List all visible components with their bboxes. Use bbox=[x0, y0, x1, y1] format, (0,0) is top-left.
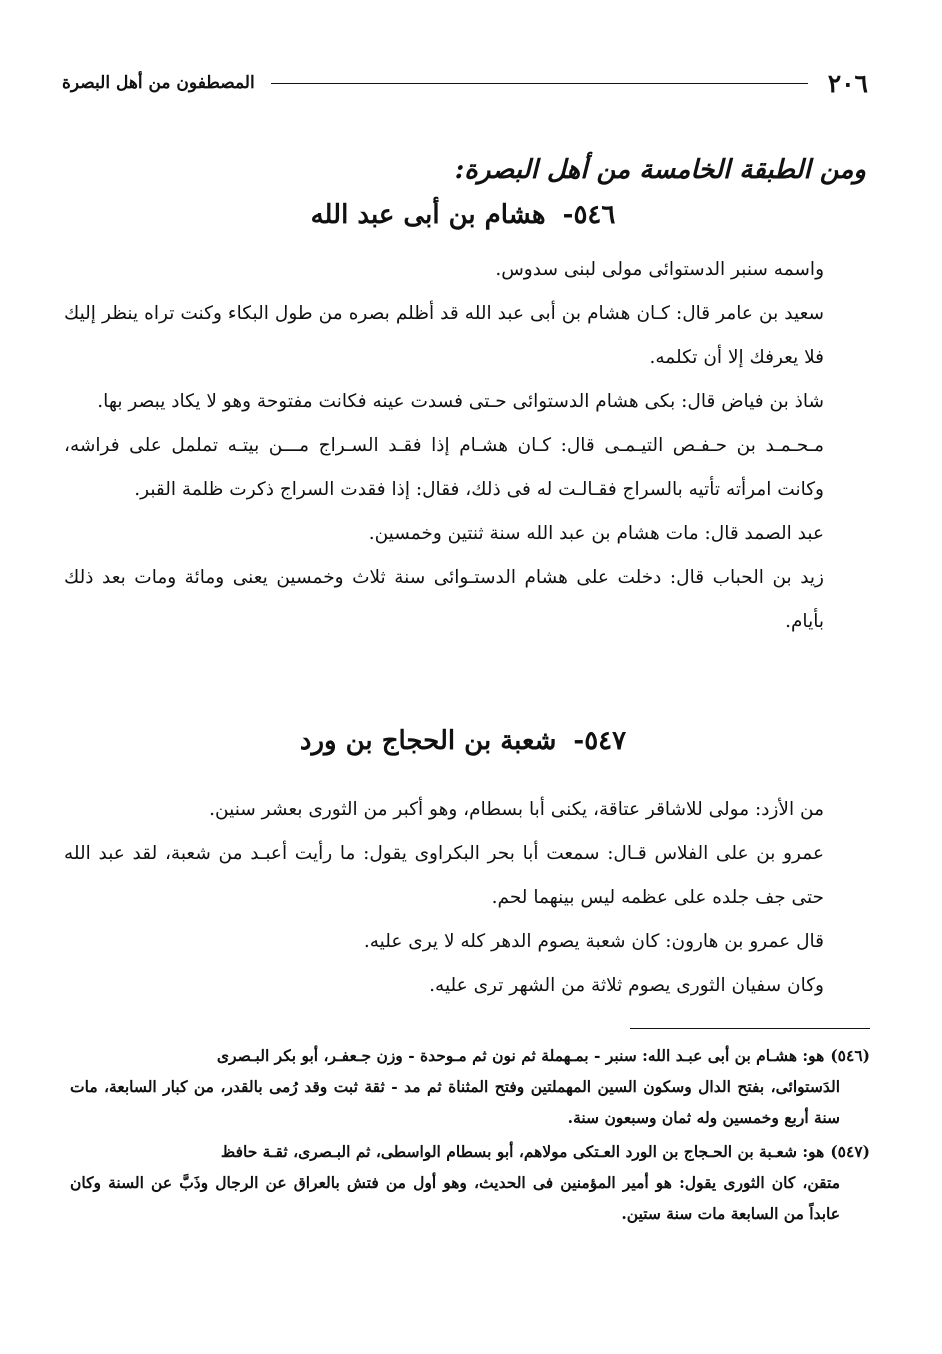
page-number: ٢٠٦ bbox=[827, 68, 868, 98]
header-rule bbox=[271, 83, 808, 84]
footnote-547 bbox=[70, 1136, 870, 1229]
footnote-continuation: الدَستوائى، بفتح الدال وسكون السين المهملتين وفتح المثناة ثم مد - ثقة ثبت وقد رُمى بالقدر، من كبار السابعة، مات سنة أربع وخمسين وله ثمان وسبعون سنة. bbox=[70, 1077, 840, 1127]
footnote-number: (٥٤٦) bbox=[830, 1046, 870, 1065]
footnote-rule bbox=[630, 1028, 870, 1029]
section-heading: ومن الطبقة الخامسة من أهل البصرة: bbox=[454, 155, 866, 185]
entry-title: هشام بن أبى عبد الله bbox=[310, 200, 546, 230]
entry-heading-547 bbox=[60, 726, 866, 756]
entry-title: شعبة بن الحجاج بن ورد bbox=[299, 726, 557, 756]
running-title: المصطفون من أهل البصرة bbox=[62, 73, 255, 93]
paragraph: قال عمرو بن هارون: كان شعبة يصوم الدهر كله لا يرى عليه. bbox=[363, 931, 824, 952]
paragraph: من الأزد: مولى للاشاقر عتاقة، يكنى أبا بسطام، وهو أكبر من الثورى بعشر سنين. bbox=[209, 799, 824, 820]
paragraph: واسمه سنبر الدستوائى مولى لبنى سدوس. bbox=[495, 259, 824, 280]
paragraph: زيد بن الحباب قال: دخلت على هشام الدستـوائى سنة ثلاث وخمسين يعنى ومائة ومات بعد ذلك بأيام. bbox=[64, 567, 824, 632]
entry-546-body bbox=[64, 248, 866, 644]
footnote-546 bbox=[70, 1040, 870, 1133]
entry-number: ٥٤٦- bbox=[562, 200, 616, 230]
paragraph: مـحـمـد بن حـفـص التيـمـى قال: كـان هشـام إذا فقـد السـراج مـــن بيتـه تململ على فراشه، وكانت امرأته تأتيه بالسراج فقـالـت له فى ذلك، فقال: إذا فقدت السراج ذكرت ظلمة القبر. bbox=[64, 435, 824, 500]
paragraph: سعيد بن عامر قال: كـان هشام بن أبى عبد الله قد أظلم بصره من طول البكاء وكنت تراه ينظر إليك فلا يعرفك إلا أن تكلمه. bbox=[64, 303, 824, 368]
footnote-continuation: متقن، كان الثورى يقول: هو أمير المؤمنين فى الحديث، وهو أول من فتش بالعراق عن الرجال وذَبَّ عن السنة وكان عابداً من السابعة مات سنة ستين. bbox=[70, 1173, 840, 1223]
paragraph: شاذ بن فياض قال: بكى هشام الدستوائى حـتى فسدت عينه فكانت مفتوحة وهو لا يكاد يبصر بها. bbox=[97, 391, 824, 412]
entry-547-body bbox=[64, 788, 866, 1008]
footnotes bbox=[70, 1040, 870, 1232]
footnote-number: (٥٤٧) bbox=[830, 1142, 870, 1161]
footnote-first-line: هو: شعـبة بن الحـجاج بن الورد العـتكى مولاهم، أبو بسطام الواسطى، ثم البـصرى، ثقـة حافظ bbox=[220, 1142, 825, 1161]
footnote-first-line: هو: هشـام بن أبى عبـد الله: سنبر - بمـهملة ثم نون ثم مـوحدة - وزن جـعفـر، أبو بكر البـصرى bbox=[216, 1046, 825, 1065]
paragraph: وكان سفيان الثورى يصوم ثلاثة من الشهر ترى عليه. bbox=[429, 975, 824, 996]
entry-number: ٥٤٧- bbox=[573, 726, 627, 756]
running-header bbox=[62, 66, 868, 100]
paragraph: عمرو بن على الفلاس قـال: سمعت أبا بحر البكراوى يقول: ما رأيت أعبـد من شعبة، لقد عبد الله حتى جف جلده على عظمه ليس بينهما لحم. bbox=[64, 843, 824, 908]
paragraph: عبد الصمد قال: مات هشام بن عبد الله سنة ثنتين وخمسين. bbox=[368, 523, 824, 544]
entry-heading-546 bbox=[60, 200, 866, 230]
